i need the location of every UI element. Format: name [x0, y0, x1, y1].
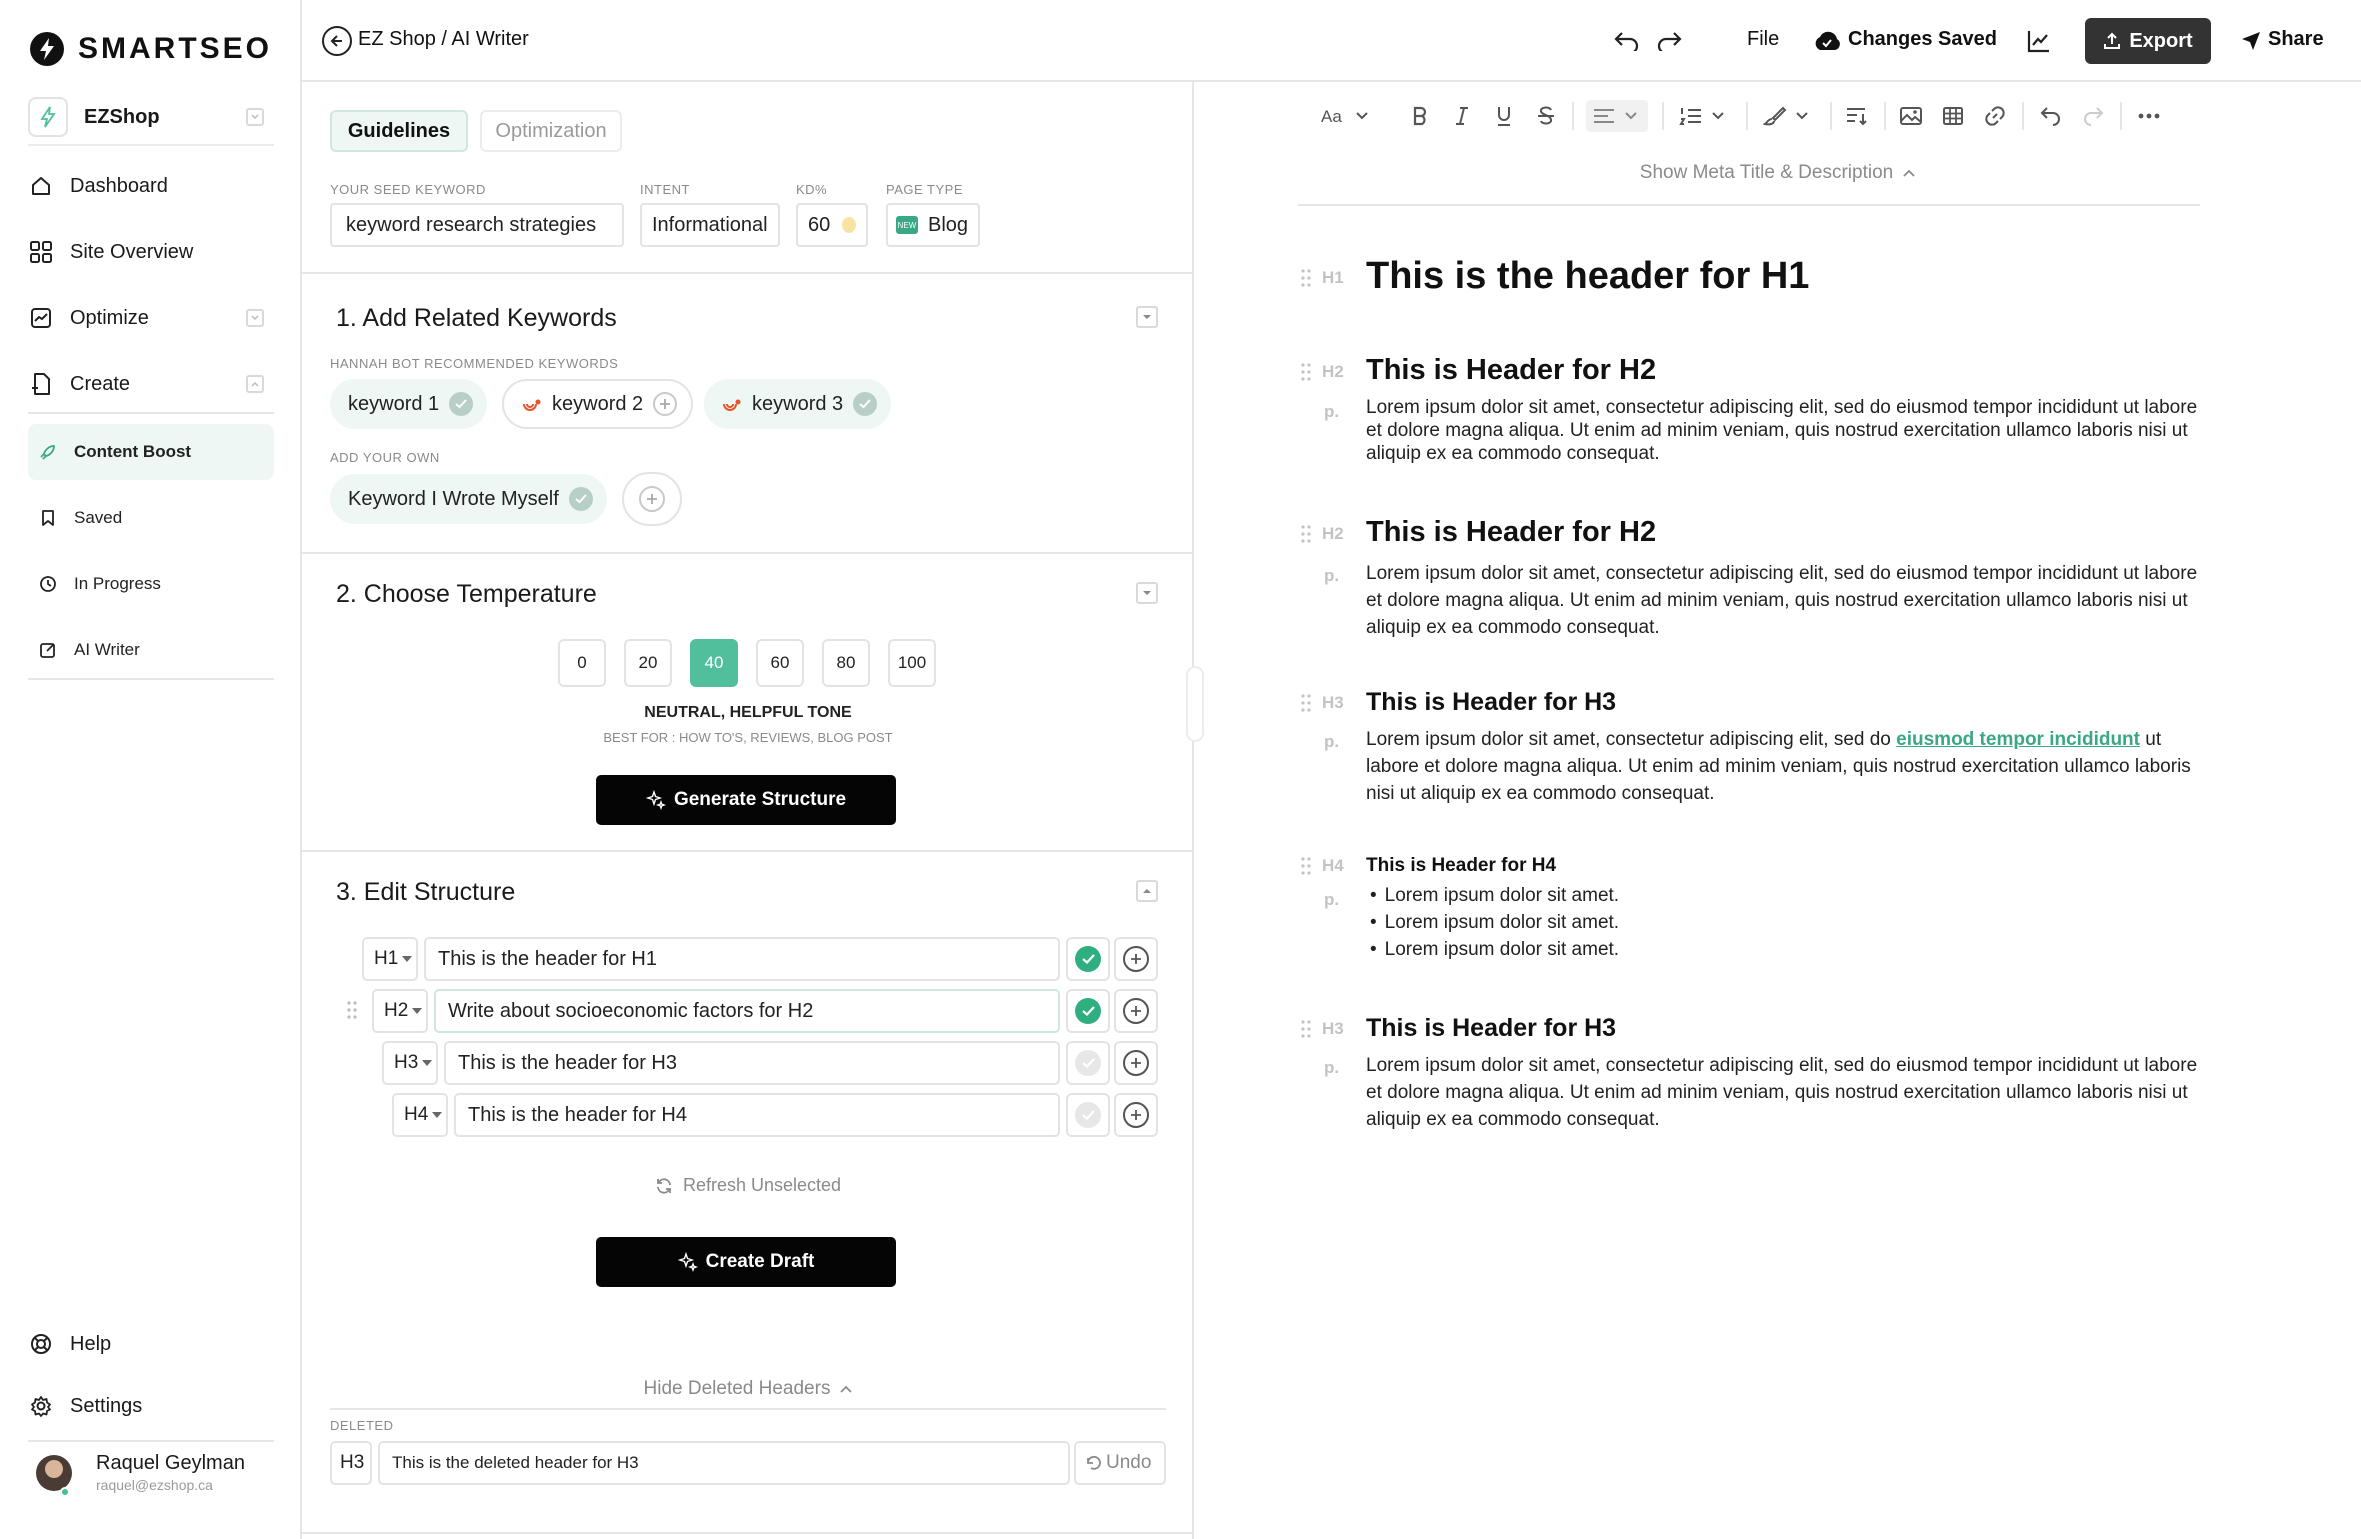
- create-draft-label: Create Draft: [705, 1251, 815, 1272]
- deleted-header-level: H3: [330, 1441, 372, 1485]
- chevron-down-icon[interactable]: [1136, 306, 1158, 328]
- plus-circle-icon[interactable]: [653, 392, 677, 416]
- workspace-switcher[interactable]: [28, 90, 274, 146]
- generate-structure-button[interactable]: [596, 775, 896, 825]
- link-icon[interactable]: [1980, 100, 2010, 132]
- line-height-icon[interactable]: [1842, 100, 1872, 132]
- caret-down-icon: [402, 956, 412, 962]
- section-divider: [302, 272, 1192, 274]
- list-item: • Lorem ipsum dolor sit amet.: [1370, 882, 1619, 909]
- kd-value: 60: [808, 213, 831, 236]
- sparkle-icon: [646, 790, 666, 810]
- section-title-keywords: 1. Add Related Keywords: [336, 304, 617, 332]
- online-status-dot: [60, 1487, 70, 1497]
- caret-down-icon: [432, 1112, 442, 1118]
- plus-circle-icon: [1123, 1050, 1149, 1076]
- user-email: raquel@ezshop.ca: [96, 1477, 213, 1493]
- keyword-chip[interactable]: [704, 379, 891, 429]
- document-paragraph[interactable]: Lorem ipsum dolor sit amet, consectetur adipiscing elit, sed do eiusmod tempor incididunt ut labore et dolore magna aliqua. Ut enim ad minim veniam, quis nostrud exercitation ullamco laboris nisi ut aliquip ex ea commodo consequat.: [1366, 563, 2198, 638]
- temperature-option-40[interactable]: 40: [690, 639, 738, 687]
- drag-handle-icon[interactable]: [1300, 524, 1312, 544]
- document-bullet-list[interactable]: [1370, 882, 1619, 963]
- toolbar-divider: [2022, 102, 2024, 130]
- sparkle-icon: [678, 1252, 698, 1272]
- temperature-option-100[interactable]: 100: [888, 639, 936, 687]
- chevron-up-icon[interactable]: [1136, 880, 1158, 902]
- show-meta-toggle[interactable]: [1194, 162, 2361, 184]
- block-tag: p.: [1324, 402, 1340, 421]
- redo-icon[interactable]: [2078, 100, 2108, 132]
- drag-handle-icon[interactable]: [346, 1000, 358, 1020]
- header-level-select[interactable]: [372, 989, 428, 1033]
- image-icon[interactable]: [1896, 100, 1926, 132]
- header-text-input[interactable]: This is the header for H1: [424, 937, 1060, 981]
- panel-resize-handle[interactable]: [1186, 666, 1204, 742]
- nav-settings[interactable]: [28, 1378, 274, 1434]
- nav-optimize[interactable]: [28, 290, 274, 346]
- nav-saved[interactable]: [28, 490, 274, 546]
- section-title-temperature: 2. Choose Temperature: [336, 580, 597, 608]
- sidebar: [0, 0, 302, 1539]
- chart-icon: [28, 305, 54, 331]
- page-type-value: Blog: [928, 213, 969, 236]
- hide-deleted-label: Hide Deleted Headers: [643, 1378, 831, 1399]
- align-dropdown[interactable]: [1586, 100, 1648, 132]
- keyword-chip[interactable]: [502, 379, 693, 429]
- header-text-input[interactable]: Write about socioeconomic factors for H2: [434, 989, 1060, 1033]
- document-paragraph[interactable]: Lorem ipsum dolor sit amet, consectetur adipiscing elit, sed do eiusmod tempor incididunt ut labore et dolore magna aliqua. Ut enim ad minim veniam, quis nostrud exercitation ullamco laboris nisi ut aliquip ex ea commodo consequat.: [1366, 397, 2198, 464]
- deleted-divider: [330, 1408, 1166, 1410]
- toolbar-divider: [1572, 102, 1574, 130]
- nav-dashboard[interactable]: [28, 158, 274, 214]
- workspace-name: EZShop: [84, 105, 160, 128]
- chevron-down-icon[interactable]: [246, 309, 264, 327]
- nav-label: Settings: [70, 1394, 143, 1417]
- add-header-button[interactable]: [1114, 989, 1158, 1033]
- rocket-icon: [38, 442, 58, 462]
- keyword-chip[interactable]: [330, 474, 607, 524]
- block-tag: H2: [1322, 524, 1344, 543]
- keyword-chip-label: keyword 2: [552, 392, 644, 415]
- select-header-toggle[interactable]: [1066, 989, 1110, 1033]
- select-header-toggle[interactable]: [1066, 937, 1110, 981]
- check-circle-icon[interactable]: [569, 487, 593, 511]
- own-keywords-label: ADD YOUR OWN: [330, 450, 440, 465]
- keyword-chip-label: Keyword I Wrote Myself: [348, 487, 559, 510]
- temperature-option-20[interactable]: 20: [624, 639, 672, 687]
- document-paragraph[interactable]: Lorem ipsum dolor sit amet, consectetur adipiscing elit, sed do eiusmod tempor incididunt ut labore et dolore magna aliqua. Ut enim ad minim veniam, quis nostrud exercitation ullamco laboris nisi ut aliquip ex ea commodo consequat.: [1366, 1055, 2198, 1130]
- tab-guidelines[interactable]: Guidelines: [330, 110, 468, 152]
- toolbar-divider: [1662, 102, 1664, 130]
- numbered-list-icon: [1679, 106, 1729, 126]
- new-badge-icon: NEW: [896, 216, 918, 234]
- chevron-down-icon[interactable]: [1136, 582, 1158, 604]
- keyword-chip-label: keyword 1: [348, 392, 440, 415]
- document-h3[interactable]: This is Header for H3: [1366, 1014, 1617, 1042]
- header-level-select[interactable]: [382, 1041, 438, 1085]
- section-title-structure: 3. Edit Structure: [336, 878, 516, 906]
- table-icon[interactable]: [1938, 100, 1968, 132]
- cloud-check-icon: [1810, 26, 1844, 56]
- sidebar-divider: [28, 678, 274, 680]
- show-meta-label: Show Meta Title & Description: [1639, 162, 1894, 183]
- sidebar-divider: [28, 412, 274, 414]
- list-dropdown[interactable]: [1676, 100, 1732, 132]
- user-name: Raquel Geylman: [96, 1452, 245, 1474]
- nav-content-boost[interactable]: [28, 424, 274, 480]
- toolbar-divider: [1884, 102, 1886, 130]
- deleted-header-text: This is the deleted header for H3: [378, 1441, 1070, 1485]
- bolt-icon: [30, 32, 64, 66]
- drag-handle-icon[interactable]: [1300, 268, 1312, 288]
- add-header-button[interactable]: [1114, 937, 1158, 981]
- seed-keyword-field[interactable]: keyword research strategies: [330, 203, 624, 247]
- meta-divider: [1298, 204, 2200, 206]
- brush-icon: [1763, 106, 1813, 126]
- document-h3[interactable]: This is Header for H3: [1366, 688, 1617, 716]
- difficulty-dot-icon: [842, 217, 856, 233]
- header-level-value: H4: [404, 1104, 429, 1125]
- redo-icon[interactable]: [1654, 26, 1684, 56]
- header-level-value: H3: [394, 1052, 419, 1073]
- export-label: Export: [2129, 29, 2193, 52]
- refresh-label: Refresh Unselected: [682, 1175, 842, 1195]
- tone-best-for: BEST FOR : HOW TO'S, REVIEWS, BLOG POST: [603, 730, 893, 745]
- nav-label: Site Overview: [70, 240, 194, 263]
- section-divider: [302, 552, 1192, 554]
- nav-site-overview[interactable]: [28, 224, 274, 280]
- temperature-option-60[interactable]: 60: [756, 639, 804, 687]
- bookmark-icon: [38, 508, 58, 528]
- keyword-highlight-link[interactable]: eiusmod tempor incididunt: [1896, 729, 2140, 750]
- strikethrough-icon[interactable]: [1532, 100, 1560, 132]
- underline-icon[interactable]: [1490, 100, 1518, 132]
- list-item: • Lorem ipsum dolor sit amet.: [1370, 909, 1619, 936]
- deleted-label: DELETED: [330, 1418, 394, 1433]
- undo-icon[interactable]: [1612, 26, 1642, 56]
- progress-icon: [38, 574, 58, 594]
- add-keyword-button[interactable]: [622, 472, 682, 526]
- grid-icon: [28, 239, 54, 265]
- seed-keyword-label: YOUR SEED KEYWORD: [330, 182, 486, 197]
- drag-handle-icon[interactable]: [1300, 362, 1312, 382]
- page-type-field[interactable]: [886, 203, 980, 247]
- upload-icon: [2103, 32, 2121, 50]
- chevron-up-icon[interactable]: [246, 375, 264, 393]
- nav-label: Optimize: [70, 306, 149, 329]
- block-tag: p.: [1324, 566, 1340, 585]
- nav-label: Create: [70, 372, 131, 395]
- generate-structure-label: Generate Structure: [673, 789, 847, 810]
- nav-in-progress[interactable]: [28, 556, 274, 612]
- paragraph-text: ut labore et dolore magna aliqua. Ut enim ad minim veniam, quis nostrud exercitation ullamco laboris nisi ut aliquip ex ea commodo consequat.: [1366, 729, 2191, 804]
- highlight-dropdown[interactable]: [1760, 100, 1816, 132]
- list-item: • Lorem ipsum dolor sit amet.: [1370, 936, 1619, 963]
- brand-name: SMARTSEO: [78, 32, 273, 65]
- nav-label: Help: [70, 1332, 112, 1355]
- document-paragraph[interactable]: [1366, 726, 2206, 807]
- check-circle-icon: [1075, 1050, 1101, 1076]
- document-h1[interactable]: This is the header for H1: [1366, 255, 1810, 297]
- block-tag: p.: [1324, 1058, 1340, 1077]
- add-header-button[interactable]: [1114, 1041, 1158, 1085]
- plus-circle-icon: [1123, 1102, 1149, 1128]
- header-text-input[interactable]: This is the header for H3: [444, 1041, 1060, 1085]
- logo[interactable]: [30, 32, 272, 66]
- export-button[interactable]: [2085, 18, 2211, 64]
- block-tag: H3: [1322, 693, 1344, 712]
- document-editor: [1194, 82, 2361, 1539]
- back-arrow-icon[interactable]: [322, 26, 352, 56]
- drag-handle-icon[interactable]: [1300, 1019, 1312, 1039]
- block-tag: p.: [1324, 890, 1340, 909]
- nav-create[interactable]: [28, 356, 274, 412]
- lifebuoy-icon: [28, 1331, 54, 1357]
- tab-optimization[interactable]: Optimization: [480, 110, 622, 152]
- caret-down-icon: [412, 1008, 422, 1014]
- kd-field[interactable]: [796, 203, 868, 247]
- check-circle-icon[interactable]: [853, 392, 877, 416]
- document-h2[interactable]: This is Header for H2: [1366, 354, 1657, 386]
- chevron-up-icon: [1903, 169, 1915, 177]
- header-text-input[interactable]: This is the header for H4: [454, 1093, 1060, 1137]
- header-level-value: H2: [384, 1000, 409, 1021]
- analytics-icon[interactable]: [2024, 26, 2054, 56]
- section-divider: [302, 1532, 1192, 1534]
- keyword-chip[interactable]: [330, 379, 487, 429]
- header-level-select[interactable]: [362, 937, 418, 981]
- header-level-select[interactable]: [392, 1093, 448, 1137]
- sidebar-divider: [28, 1440, 274, 1442]
- intent-field[interactable]: Informational: [640, 203, 780, 247]
- undo-delete-button[interactable]: [1074, 1441, 1166, 1485]
- semrush-icon: [722, 397, 742, 411]
- add-header-button[interactable]: [1114, 1093, 1158, 1137]
- check-circle-icon: [1075, 946, 1101, 972]
- document-h2[interactable]: This is Header for H2: [1366, 516, 1657, 548]
- more-icon[interactable]: [2134, 100, 2164, 132]
- font-size-icon: [1321, 106, 1371, 126]
- bold-icon[interactable]: [1406, 100, 1434, 132]
- document-icon: [28, 371, 54, 397]
- header-level-value: H1: [374, 948, 399, 969]
- guidelines-panel: [302, 82, 1194, 1539]
- select-header-toggle[interactable]: [1066, 1041, 1110, 1085]
- undo-icon[interactable]: [2036, 100, 2066, 132]
- refresh-icon: [655, 1177, 673, 1195]
- block-tag: H2: [1322, 362, 1344, 381]
- plus-circle-icon: [1123, 998, 1149, 1024]
- keyword-chip-label: keyword 3: [752, 392, 844, 415]
- send-icon[interactable]: [2236, 26, 2266, 56]
- toolbar-divider: [2120, 102, 2122, 130]
- select-header-toggle[interactable]: [1066, 1093, 1110, 1137]
- page-type-label: PAGE TYPE: [886, 182, 963, 197]
- nav-sub-label: AI Writer: [74, 640, 140, 659]
- plus-circle-icon: [639, 486, 665, 512]
- drag-handle-icon[interactable]: [1300, 693, 1312, 713]
- undo-icon: [1084, 1454, 1102, 1472]
- edit-icon: [38, 640, 58, 660]
- paragraph-text: Lorem ipsum dolor sit amet, consectetur adipiscing elit, sed do: [1366, 729, 1897, 750]
- document-h4[interactable]: This is Header for H4: [1366, 855, 1557, 876]
- chevron-up-icon: [840, 1385, 852, 1393]
- nav-ai-writer[interactable]: [28, 622, 274, 678]
- toolbar-divider: [1746, 102, 1748, 130]
- section-divider: [302, 850, 1192, 852]
- kd-label: KD%: [796, 182, 828, 197]
- semrush-icon: [522, 397, 542, 411]
- undo-label: Undo: [1106, 1452, 1152, 1473]
- avatar: [36, 1455, 72, 1491]
- hide-deleted-headers-toggle[interactable]: [302, 1378, 1194, 1400]
- drag-handle-icon[interactable]: [1300, 856, 1312, 876]
- workspace-bolt-icon: [28, 97, 68, 137]
- tone-title: NEUTRAL, HELPFUL TONE: [644, 704, 852, 721]
- temperature-option-80[interactable]: 80: [822, 639, 870, 687]
- italic-icon[interactable]: [1448, 100, 1476, 132]
- save-status: Changes Saved: [1848, 28, 1997, 50]
- share-button[interactable]: Share: [2268, 28, 2324, 50]
- home-icon: [28, 173, 54, 199]
- temperature-option-0[interactable]: 0: [558, 639, 606, 687]
- chevron-down-icon[interactable]: [246, 108, 264, 126]
- nav-help[interactable]: [28, 1316, 274, 1372]
- svg-text:Aa: Aa: [1321, 107, 1342, 126]
- align-left-icon: [1592, 107, 1642, 125]
- intent-label: INTENT: [640, 182, 690, 197]
- check-circle-icon: [1075, 1102, 1101, 1128]
- nav-label: Dashboard: [70, 174, 168, 197]
- refresh-unselected-button[interactable]: [302, 1175, 1194, 1196]
- file-menu[interactable]: File: [1747, 28, 1780, 50]
- block-tag: H1: [1322, 268, 1344, 287]
- check-circle-icon[interactable]: [449, 392, 473, 416]
- gear-icon: [28, 1393, 54, 1419]
- nav-sub-label: Content Boost: [74, 442, 192, 461]
- toolbar-divider: [1830, 102, 1832, 130]
- nav-sub-label: Saved: [74, 508, 123, 527]
- recommended-keywords-label: HANNAH BOT RECOMMENDED KEYWORDS: [330, 356, 619, 371]
- text-style-dropdown[interactable]: [1318, 100, 1374, 132]
- breadcrumb[interactable]: EZ Shop / AI Writer: [358, 28, 529, 50]
- plus-circle-icon: [1123, 946, 1149, 972]
- block-tag: p.: [1324, 732, 1340, 751]
- nav-sub-label: In Progress: [74, 574, 161, 593]
- block-tag: H3: [1322, 1019, 1344, 1038]
- check-circle-icon: [1075, 998, 1101, 1024]
- caret-down-icon: [422, 1060, 432, 1066]
- top-bar: [302, 0, 2361, 82]
- block-tag: H4: [1322, 856, 1344, 875]
- create-draft-button[interactable]: [596, 1237, 896, 1287]
